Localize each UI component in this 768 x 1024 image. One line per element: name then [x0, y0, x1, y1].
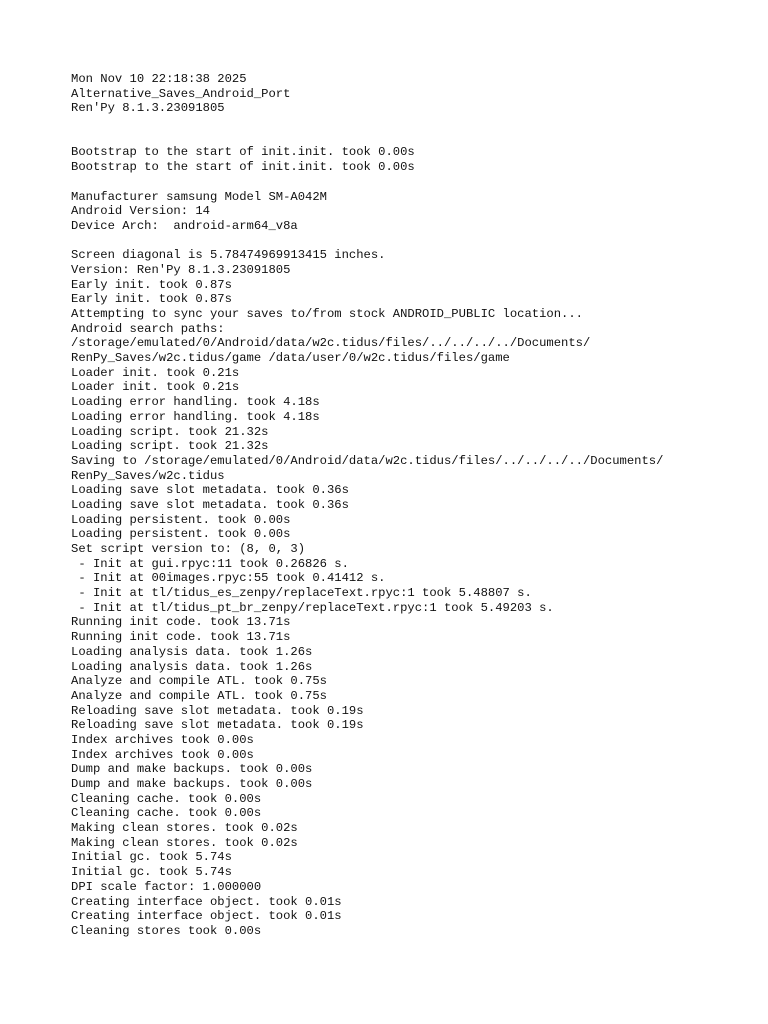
- log-line: Version: Ren'Py 8.1.3.23091805: [71, 262, 291, 277]
- log-line: Loading script. took 21.32s: [71, 439, 269, 454]
- log-line: Bootstrap to the start of init.init. took 0.00s: [71, 145, 415, 160]
- log-line: [71, 116, 751, 131]
- log-line: [71, 131, 751, 146]
- log-line: Loading script. took 21.32s: [71, 424, 269, 439]
- log-line: [71, 234, 751, 249]
- log-line: - Init at tl/tidus_pt_br_zenpy/replaceText.rpyc:1 took 5.49203 s.: [71, 600, 554, 615]
- log-line: Analyze and compile ATL. took 0.75s: [71, 688, 327, 703]
- log-line: Index archives took 0.00s: [71, 747, 254, 762]
- log-line: Cleaning stores took 0.00s: [71, 923, 262, 938]
- log-line: Running init code. took 13.71s: [71, 630, 291, 645]
- log-line: Android Version: 14: [71, 204, 210, 219]
- log-line: RenPy_Saves/w2c.tidus: [71, 468, 225, 483]
- log-line: Loading persistent. took 0.00s: [71, 512, 291, 527]
- log-line: Saving to /storage/emulated/0/Android/data/w2c.tidus/files/../../../../Documents/: [71, 453, 664, 468]
- log-document: [71, 72, 751, 939]
- log-line: - Init at 00images.rpyc:55 took 0.41412 s.: [71, 571, 386, 586]
- log-line: Ren'Py 8.1.3.23091805: [71, 101, 225, 116]
- log-line: Attempting to sync your saves to/from stock ANDROID_PUBLIC location...: [71, 307, 583, 321]
- log-line: Loader init. took 0.21s: [71, 365, 240, 380]
- log-line: Index archives took 0.00s: [71, 732, 254, 747]
- log-line: Creating interface object. took 0.01s: [71, 894, 342, 909]
- log-line: Dump and make backups. took 0.00s: [71, 762, 313, 777]
- log-line: Creating interface object. took 0.01s: [71, 909, 342, 924]
- log-line: Early init. took 0.87s: [71, 292, 232, 307]
- log-line: Making clean stores. took 0.02s: [71, 835, 298, 850]
- log-line: Dump and make backups. took 0.00s: [71, 777, 313, 791]
- log-line: Making clean stores. took 0.02s: [71, 821, 298, 836]
- log-line: RenPy_Saves/w2c.tidus/game /data/user/0/w2c.tidus/files/game: [71, 351, 510, 366]
- log-line: Cleaning cache. took 0.00s: [71, 791, 262, 806]
- log-line: Loading error handling. took 4.18s: [71, 409, 320, 424]
- log-line: Loading error handling. took 4.18s: [71, 395, 320, 410]
- log-line: Manufacturer samsung Model SM-A042M: [71, 189, 327, 204]
- log-line: /storage/emulated/0/Android/data/w2c.tidus/files/../../../../Documents/: [71, 336, 591, 351]
- log-line: Analyze and compile ATL. took 0.75s: [71, 674, 327, 689]
- log-line: [71, 175, 751, 190]
- log-line: Early init. took 0.87s: [71, 277, 232, 292]
- log-line: Loading save slot metadata. took 0.36s: [71, 497, 349, 512]
- log-line: Screen diagonal is 5.78474969913415 inches.: [71, 248, 386, 263]
- log-line: Loading persistent. took 0.00s: [71, 527, 291, 542]
- log-line: Loader init. took 0.21s: [71, 380, 240, 395]
- log-line: Loading save slot metadata. took 0.36s: [71, 483, 349, 498]
- log-line: Mon Nov 10 22:18:38 2025: [71, 72, 247, 86]
- log-line: Alternative_Saves_Android_Port: [71, 86, 291, 101]
- log-line: Android search paths:: [71, 321, 225, 336]
- log-line: Device Arch: android-arm64_v8a: [71, 218, 298, 233]
- log-line: Set script version to: (8, 0, 3): [71, 542, 306, 556]
- log-line: Bootstrap to the start of init.init. took 0.00s: [71, 160, 415, 175]
- log-line: Cleaning cache. took 0.00s: [71, 806, 262, 821]
- log-line: Loading analysis data. took 1.26s: [71, 644, 313, 659]
- log-line: Loading analysis data. took 1.26s: [71, 659, 313, 674]
- log-line: Initial gc. took 5.74s: [71, 865, 232, 880]
- log-line: Reloading save slot metadata. took 0.19s: [71, 703, 364, 718]
- log-lines: [71, 72, 751, 939]
- log-line: - Init at gui.rpyc:11 took 0.26826 s.: [71, 556, 349, 571]
- log-line: - Init at tl/tidus_es_zenpy/replaceText.rpyc:1 took 5.48807 s.: [71, 586, 532, 601]
- log-line: Initial gc. took 5.74s: [71, 850, 232, 865]
- log-line: DPI scale factor: 1.000000: [71, 879, 262, 894]
- log-line: Reloading save slot metadata. took 0.19s: [71, 718, 364, 733]
- log-line: Running init code. took 13.71s: [71, 615, 291, 630]
